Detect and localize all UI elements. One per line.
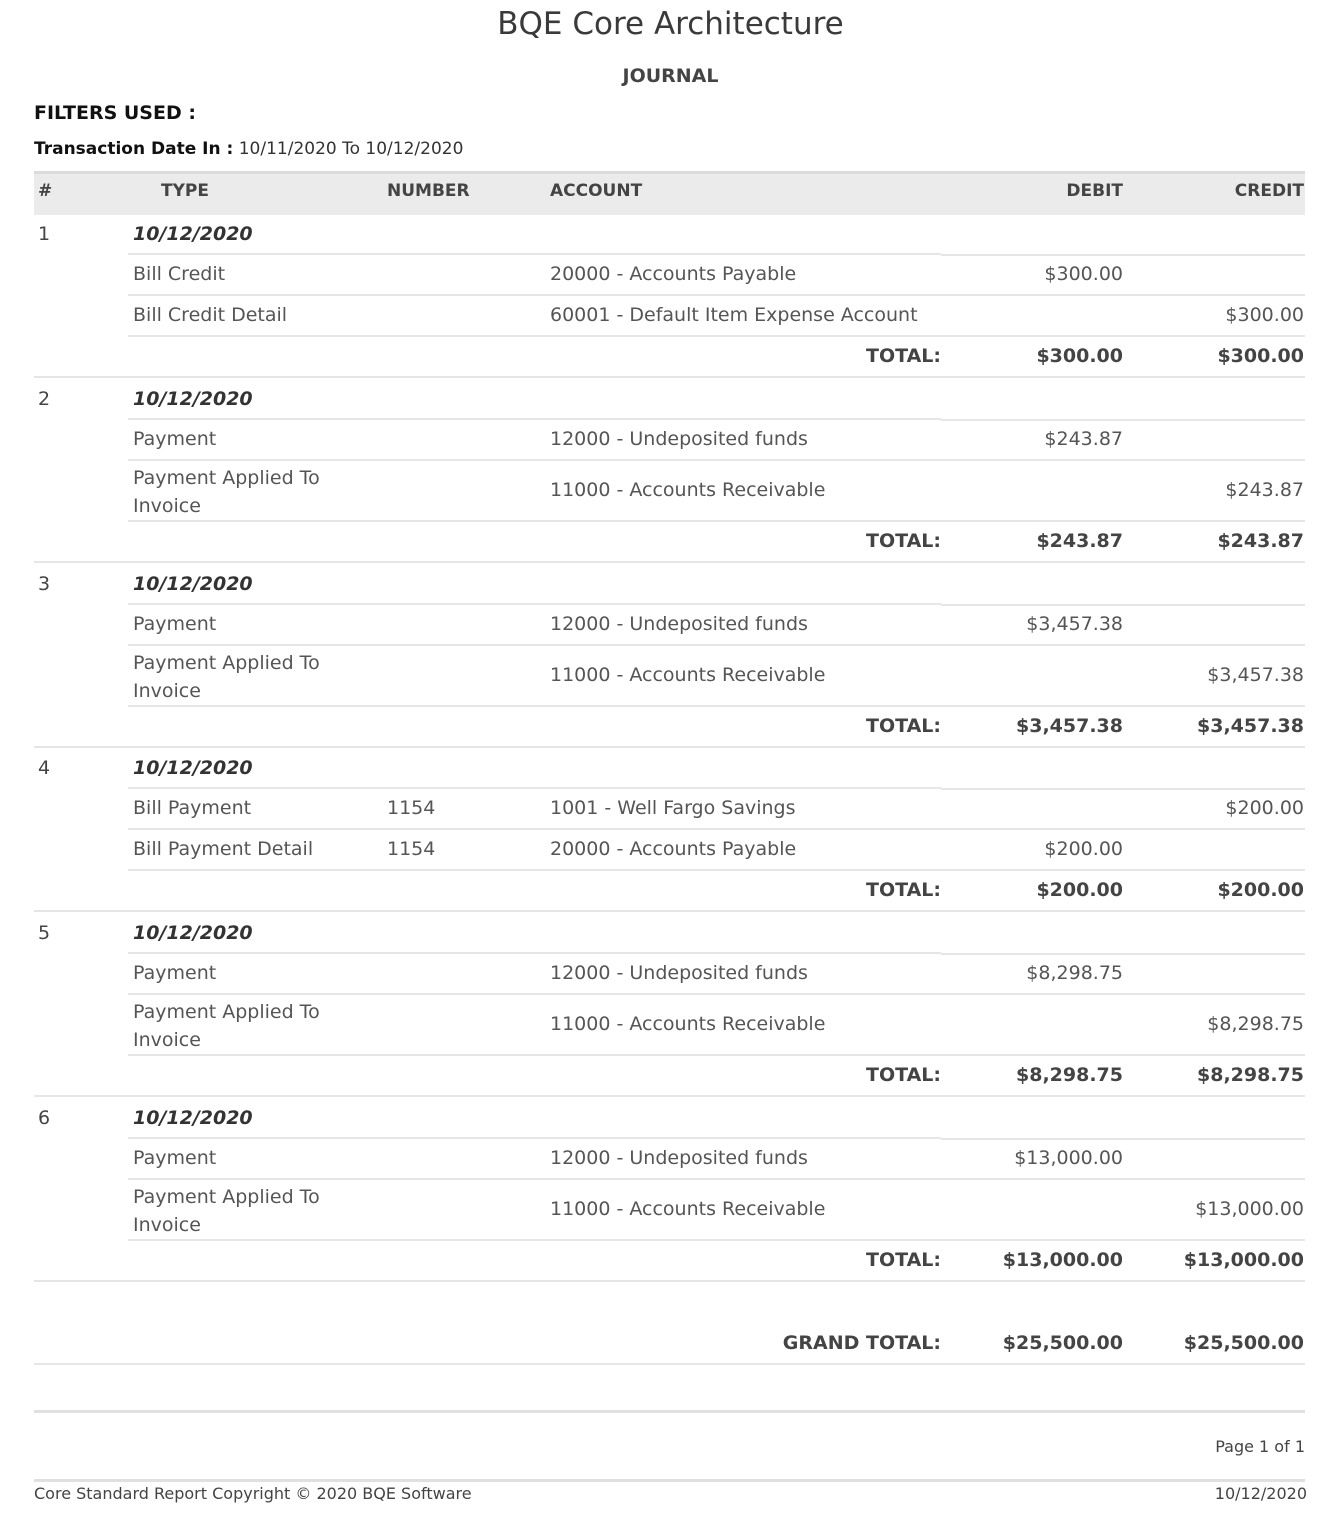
row-credit: $3,457.38 [1207,664,1304,686]
divider [34,1363,1305,1365]
total-credit: $3,457.38 [1197,715,1304,737]
row-type: Payment Applied To Invoice [133,467,320,517]
row-account: 12000 - Undeposited funds [550,962,808,984]
column-header-credit: CREDIT [1234,181,1304,201]
row-number: 1154 [387,797,436,819]
entry-divider [34,746,1305,748]
entry-divider [34,561,1305,563]
total-label: TOTAL: [865,715,941,737]
column-header-num: # [38,181,53,201]
row-account: 11000 - Accounts Receivable [550,664,826,686]
footer-divider [34,1410,1305,1413]
row-account: 12000 - Undeposited funds [550,428,808,450]
entry-number: 5 [38,922,51,944]
row-type: Bill Credit Detail [133,304,288,326]
row-type: Bill Payment Detail [133,838,314,860]
row-divider [128,869,1305,871]
row-type: Bill Credit [133,263,226,285]
row-divider [128,828,1305,830]
filter-key: Transaction Date In : [34,139,234,159]
row-divider [128,603,941,605]
filter-transaction-date [34,139,463,159]
total-label: TOTAL: [865,1249,941,1271]
entry-date: 10/12/2020 [133,757,253,779]
row-debit: $13,000.00 [1014,1147,1123,1169]
row-divider [128,459,1305,461]
row-account: 11000 - Accounts Receivable [550,1198,826,1220]
row-type: Payment Applied To Invoice [133,652,320,702]
row-credit: $243.87 [1225,479,1304,501]
row-type: Payment Applied To Invoice [133,1001,320,1051]
row-debit: $8,298.75 [1026,962,1123,984]
row-divider [941,254,1305,256]
row-account: 60001 - Default Item Expense Account [550,304,918,326]
row-number: 1154 [387,838,436,860]
row-account: 11000 - Accounts Receivable [550,1013,826,1035]
entry-date: 10/12/2020 [133,1107,253,1129]
copyright: Core Standard Report Copyright © 2020 BQE Software [34,1484,472,1503]
row-credit: $300.00 [1225,304,1304,326]
row-divider [128,1054,1305,1056]
entry-divider [34,376,1305,378]
entry-date: 10/12/2020 [133,223,253,245]
row-account: 11000 - Accounts Receivable [550,479,826,501]
company-name: BQE Core Architecture [497,6,844,42]
grand-total-debit: $25,500.00 [1002,1332,1123,1354]
entry-divider [34,910,1305,912]
entry-number: 2 [38,388,51,410]
row-account: 12000 - Undeposited funds [550,613,808,635]
row-divider [941,604,1305,606]
column-header-account: ACCOUNT [550,181,643,201]
total-label: TOTAL: [865,1064,941,1086]
row-divider [128,787,941,789]
row-type: Bill Payment [133,797,252,819]
row-debit: $200.00 [1044,838,1123,860]
total-label: TOTAL: [865,879,941,901]
total-label: TOTAL: [865,530,941,552]
row-divider [128,952,941,954]
footer-divider [34,1479,1305,1482]
entry-number: 6 [38,1107,51,1129]
row-debit: $300.00 [1044,263,1123,285]
row-account: 20000 - Accounts Payable [550,838,797,860]
row-divider [128,1137,941,1139]
row-divider [941,788,1305,790]
row-type: Payment [133,962,217,984]
filters-label: FILTERS USED : [34,102,196,124]
row-type: Payment Applied To Invoice [133,1186,320,1236]
grand-total-label: GRAND TOTAL: [782,1332,941,1354]
total-credit: $200.00 [1217,879,1304,901]
entry-date: 10/12/2020 [133,922,253,944]
row-divider [128,644,1305,646]
row-type: Payment [133,428,217,450]
row-credit: $13,000.00 [1195,1198,1304,1220]
total-debit: $13,000.00 [1002,1249,1123,1271]
total-credit: $8,298.75 [1197,1064,1304,1086]
total-debit: $3,457.38 [1016,715,1123,737]
row-type: Payment [133,1147,217,1169]
row-divider [128,993,1305,995]
row-credit: $200.00 [1225,797,1304,819]
row-account: 12000 - Undeposited funds [550,1147,808,1169]
column-header-number: NUMBER [387,181,470,201]
row-debit: $243.87 [1044,428,1123,450]
row-divider [128,520,1305,522]
entry-divider [34,1280,1305,1282]
row-credit: $8,298.75 [1207,1013,1304,1035]
row-divider [941,419,1305,421]
row-divider [128,335,1305,337]
total-credit: $13,000.00 [1183,1249,1304,1271]
row-divider [128,1239,1305,1241]
column-header-type: TYPE [161,181,209,201]
total-debit: $8,298.75 [1016,1064,1123,1086]
print-date: 10/12/2020 [1214,1484,1307,1503]
entry-number: 4 [38,757,51,779]
entry-date: 10/12/2020 [133,573,253,595]
total-label: TOTAL: [865,345,941,367]
total-debit: $300.00 [1036,345,1123,367]
total-debit: $200.00 [1036,879,1123,901]
row-divider [128,253,941,255]
row-account: 1001 - Well Fargo Savings [550,797,796,819]
entry-date: 10/12/2020 [133,388,253,410]
entry-divider [34,1095,1305,1097]
entry-number: 3 [38,573,51,595]
row-type: Payment [133,613,217,635]
total-credit: $300.00 [1217,345,1304,367]
total-credit: $243.87 [1217,530,1304,552]
report-title: JOURNAL [622,65,719,87]
row-divider [128,1178,1305,1180]
total-debit: $243.87 [1036,530,1123,552]
row-divider [941,953,1305,955]
row-divider [128,294,1305,296]
row-divider [128,418,941,420]
row-debit: $3,457.38 [1026,613,1123,635]
row-account: 20000 - Accounts Payable [550,263,797,285]
grand-total-credit: $25,500.00 [1183,1332,1304,1354]
entry-number: 1 [38,223,51,245]
column-header-debit: DEBIT [1066,181,1123,201]
row-divider [128,705,1305,707]
row-divider [941,1138,1305,1140]
page-number: Page 1 of 1 [1215,1437,1305,1456]
filter-value: 10/11/2020 To 10/12/2020 [238,139,464,159]
